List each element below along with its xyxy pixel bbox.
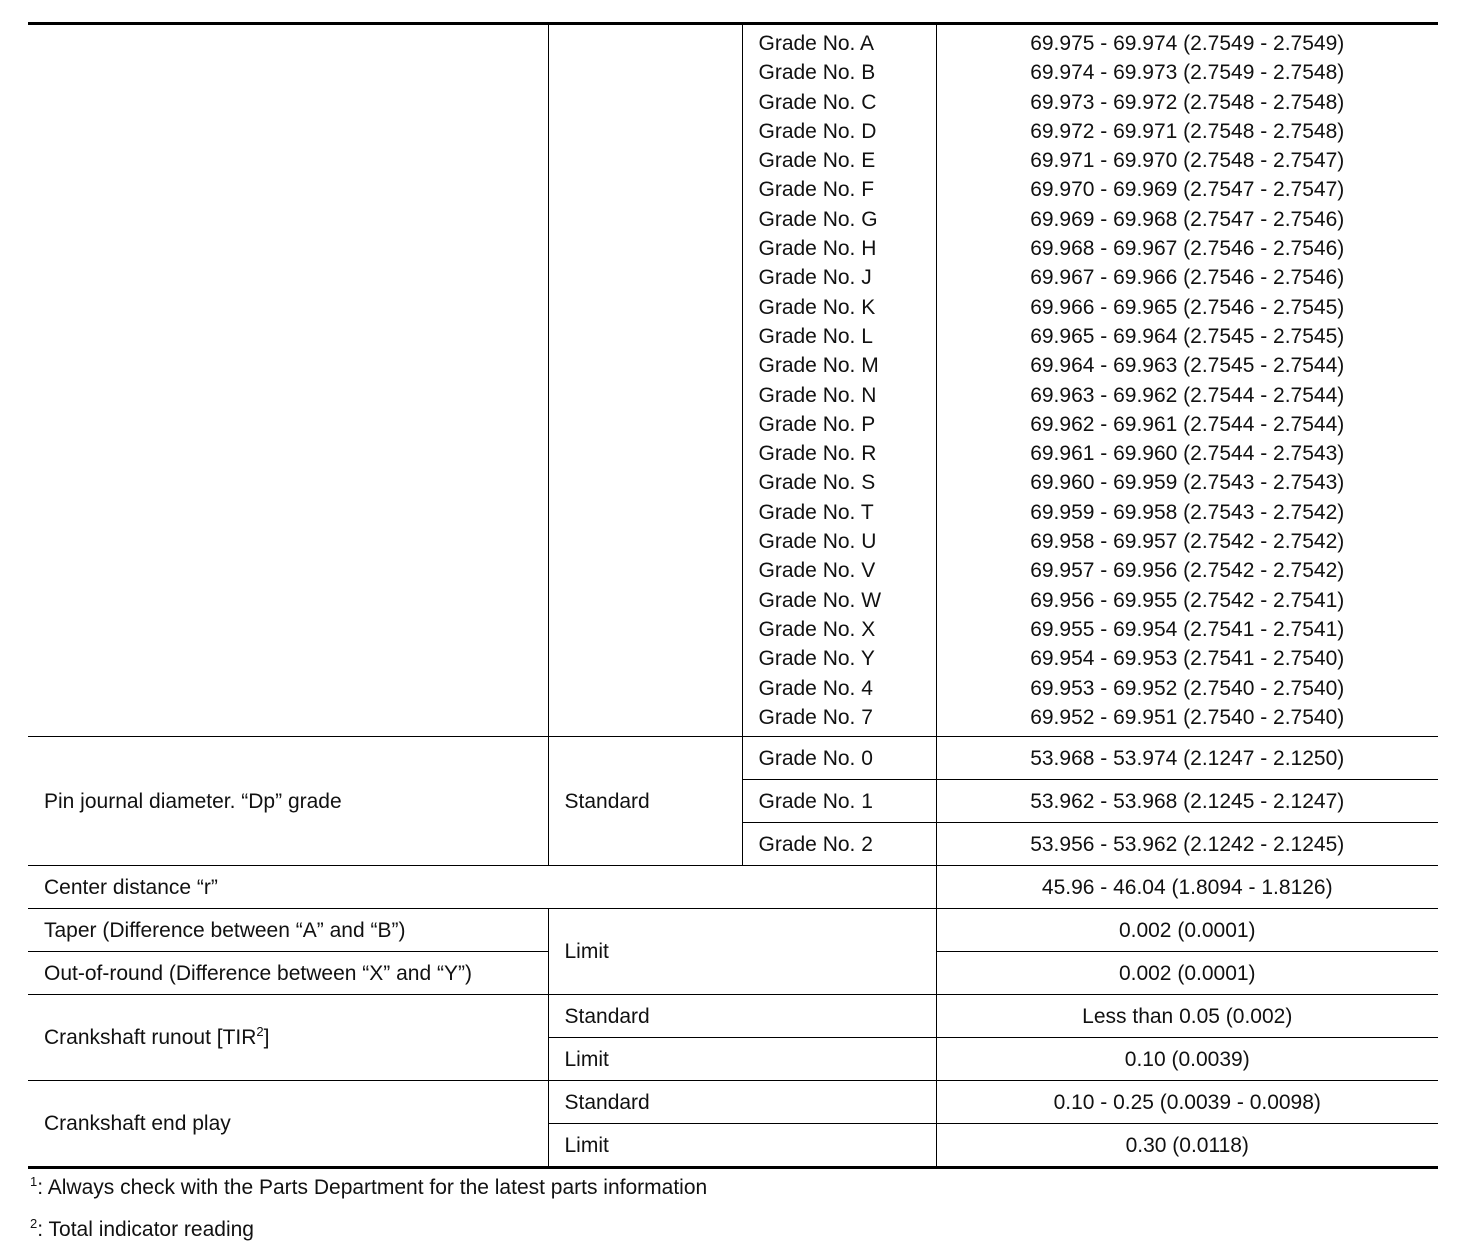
grade-value: 69.967 - 69.966 (2.7546 - 2.7546) [1030, 266, 1345, 290]
end-play-standard-label: Standard [548, 1081, 936, 1124]
grade-value: 69.955 - 69.954 (2.7541 - 2.7541) [1030, 617, 1345, 641]
pin-grade-2: Grade No. 2 [742, 823, 936, 866]
grade-value: 69.970 - 69.969 (2.7547 - 2.7547) [1030, 178, 1345, 202]
grade-label: Grade No. J [758, 266, 872, 290]
grade-value: 69.971 - 69.970 (2.7548 - 2.7547) [1030, 149, 1345, 173]
pin-value-2: 53.956 - 53.962 (2.1242 - 2.1245) [936, 823, 1438, 866]
grade-label: Grade No. Y [758, 647, 875, 671]
grade-value: 69.972 - 69.971 (2.7548 - 2.7548) [1030, 119, 1345, 143]
grade-value: 69.965 - 69.964 (2.7545 - 2.7545) [1030, 324, 1345, 348]
pin-journal-label: Pin journal diameter. “Dp” grade [28, 737, 548, 866]
runout-standard-row [28, 995, 1438, 1038]
grade-label: Grade No. L [758, 324, 873, 348]
center-distance-row [28, 866, 1438, 909]
grade-label: Grade No. S [758, 471, 876, 495]
grade-value: 69.960 - 69.959 (2.7543 - 2.7543) [1030, 471, 1345, 495]
center-distance-value: 45.96 - 46.04 (1.8094 - 1.8126) [936, 866, 1438, 909]
grade-value: 69.973 - 69.972 (2.7548 - 2.7548) [1030, 90, 1345, 114]
grade-value: 69.964 - 69.963 (2.7545 - 2.7544) [1030, 354, 1345, 378]
runout-label: Crankshaft runout [TIR$^2$] [28, 995, 548, 1081]
grade-value: 69.975 - 69.974 (2.7549 - 2.7549) [1030, 32, 1345, 55]
runout-standard-label: Standard [548, 995, 936, 1038]
pin-grade-0: Grade No. 0 [742, 737, 936, 780]
grade-label: Grade No. M [758, 354, 879, 378]
grade-value: 69.959 - 69.958 (2.7543 - 2.7542) [1030, 500, 1345, 524]
taper-value: 0.002 (0.0001) [936, 909, 1438, 952]
taper-label: Taper (Difference between “A” and “B”) [28, 909, 548, 952]
grade-label: Grade No. C [758, 90, 877, 114]
empty-label-cell [28, 24, 548, 737]
main-journal-grade-row [28, 24, 1438, 737]
grade-label: Grade No. D [758, 119, 877, 143]
footnotes [30, 1176, 707, 1260]
grade-label: Grade No. R [758, 442, 877, 466]
grade-label: Grade No. H [758, 237, 877, 261]
grade-label: Grade No. V [758, 559, 876, 583]
runout-limit-value: 0.10 (0.0039) [936, 1038, 1438, 1081]
taper-roundness-limit-label: Limit [548, 909, 936, 995]
out-of-round-value: 0.002 (0.0001) [936, 952, 1438, 995]
crankshaft-spec-table [28, 22, 1438, 1169]
grade-label: Grade No. N [758, 383, 877, 407]
pin-journal-row-0 [28, 737, 1438, 780]
runout-limit-label: Limit [548, 1038, 936, 1081]
grade-label: Grade No. U [758, 530, 877, 554]
grade-label: Grade No. W [758, 588, 882, 612]
grade-label: Grade No. T [758, 500, 874, 524]
footnote-1: $^1$: Always check with the Parts Department for the latest parts information [30, 1174, 708, 1199]
grade-value-list [936, 24, 1438, 737]
grade-value: 69.962 - 69.961 (2.7544 - 2.7544) [1030, 412, 1345, 436]
grade-label: Grade No. G [758, 207, 878, 231]
grade-value: 69.954 - 69.953 (2.7541 - 2.7540) [1030, 647, 1345, 671]
grade-value: 69.969 - 69.968 (2.7547 - 2.7546) [1030, 207, 1345, 231]
grade-value: 69.963 - 69.962 (2.7544 - 2.7544) [1030, 383, 1345, 407]
grade-value: 69.958 - 69.957 (2.7542 - 2.7542) [1030, 530, 1345, 554]
footnote-2: $^2$: Total indicator reading [30, 1216, 254, 1241]
pin-value-0: 53.968 - 53.974 (2.1247 - 2.1250) [936, 737, 1438, 780]
end-play-label: Crankshaft end play [28, 1081, 548, 1168]
empty-class-cell [548, 24, 742, 737]
grade-value: 69.968 - 69.967 (2.7546 - 2.7546) [1030, 237, 1345, 261]
grade-label: Grade No. E [758, 149, 876, 173]
end-play-limit-label: Limit [548, 1124, 936, 1168]
grade-value: 69.956 - 69.955 (2.7542 - 2.7541) [1030, 588, 1345, 612]
pin-journal-class: Standard [548, 737, 742, 866]
end-play-limit-value: 0.30 (0.0118) [936, 1124, 1438, 1168]
grade-value: 69.974 - 69.973 (2.7549 - 2.7548) [1030, 61, 1345, 85]
grade-label: Grade No. K [758, 295, 876, 319]
grade-value: 69.966 - 69.965 (2.7546 - 2.7545) [1030, 295, 1345, 319]
grade-value: 69.953 - 69.952 (2.7540 - 2.7540) [1030, 676, 1345, 700]
grade-label: Grade No. X [758, 617, 876, 641]
end-play-standard-row [28, 1081, 1438, 1124]
pin-grade-1: Grade No. 1 [742, 780, 936, 823]
grade-label: Grade No. 7 [758, 705, 873, 729]
center-distance-label: Center distance “r” [28, 866, 936, 909]
grade-value: 69.952 - 69.951 (2.7540 - 2.7540) [1030, 705, 1345, 729]
end-play-standard-value: 0.10 - 0.25 (0.0039 - 0.0098) [936, 1081, 1438, 1124]
grade-list [742, 24, 936, 737]
grade-value: 69.961 - 69.960 (2.7544 - 2.7543) [1030, 442, 1345, 466]
grade-label: Grade No. P [758, 412, 876, 436]
grade-value: 69.957 - 69.956 (2.7542 - 2.7542) [1030, 559, 1345, 583]
runout-standard-value: Less than 0.05 (0.002) [936, 995, 1438, 1038]
footnote-mark: 2 [256, 1024, 264, 1040]
grade-label: Grade No. F [758, 178, 875, 202]
grade-label: Grade No. 4 [758, 676, 873, 700]
taper-row [28, 909, 1438, 952]
grade-label: Grade No. B [758, 61, 876, 85]
pin-value-1: 53.962 - 53.968 (2.1245 - 2.1247) [936, 780, 1438, 823]
grade-label: Grade No. A [758, 32, 875, 55]
out-of-round-label: Out-of-round (Difference between “X” and “Y”) [28, 952, 548, 995]
